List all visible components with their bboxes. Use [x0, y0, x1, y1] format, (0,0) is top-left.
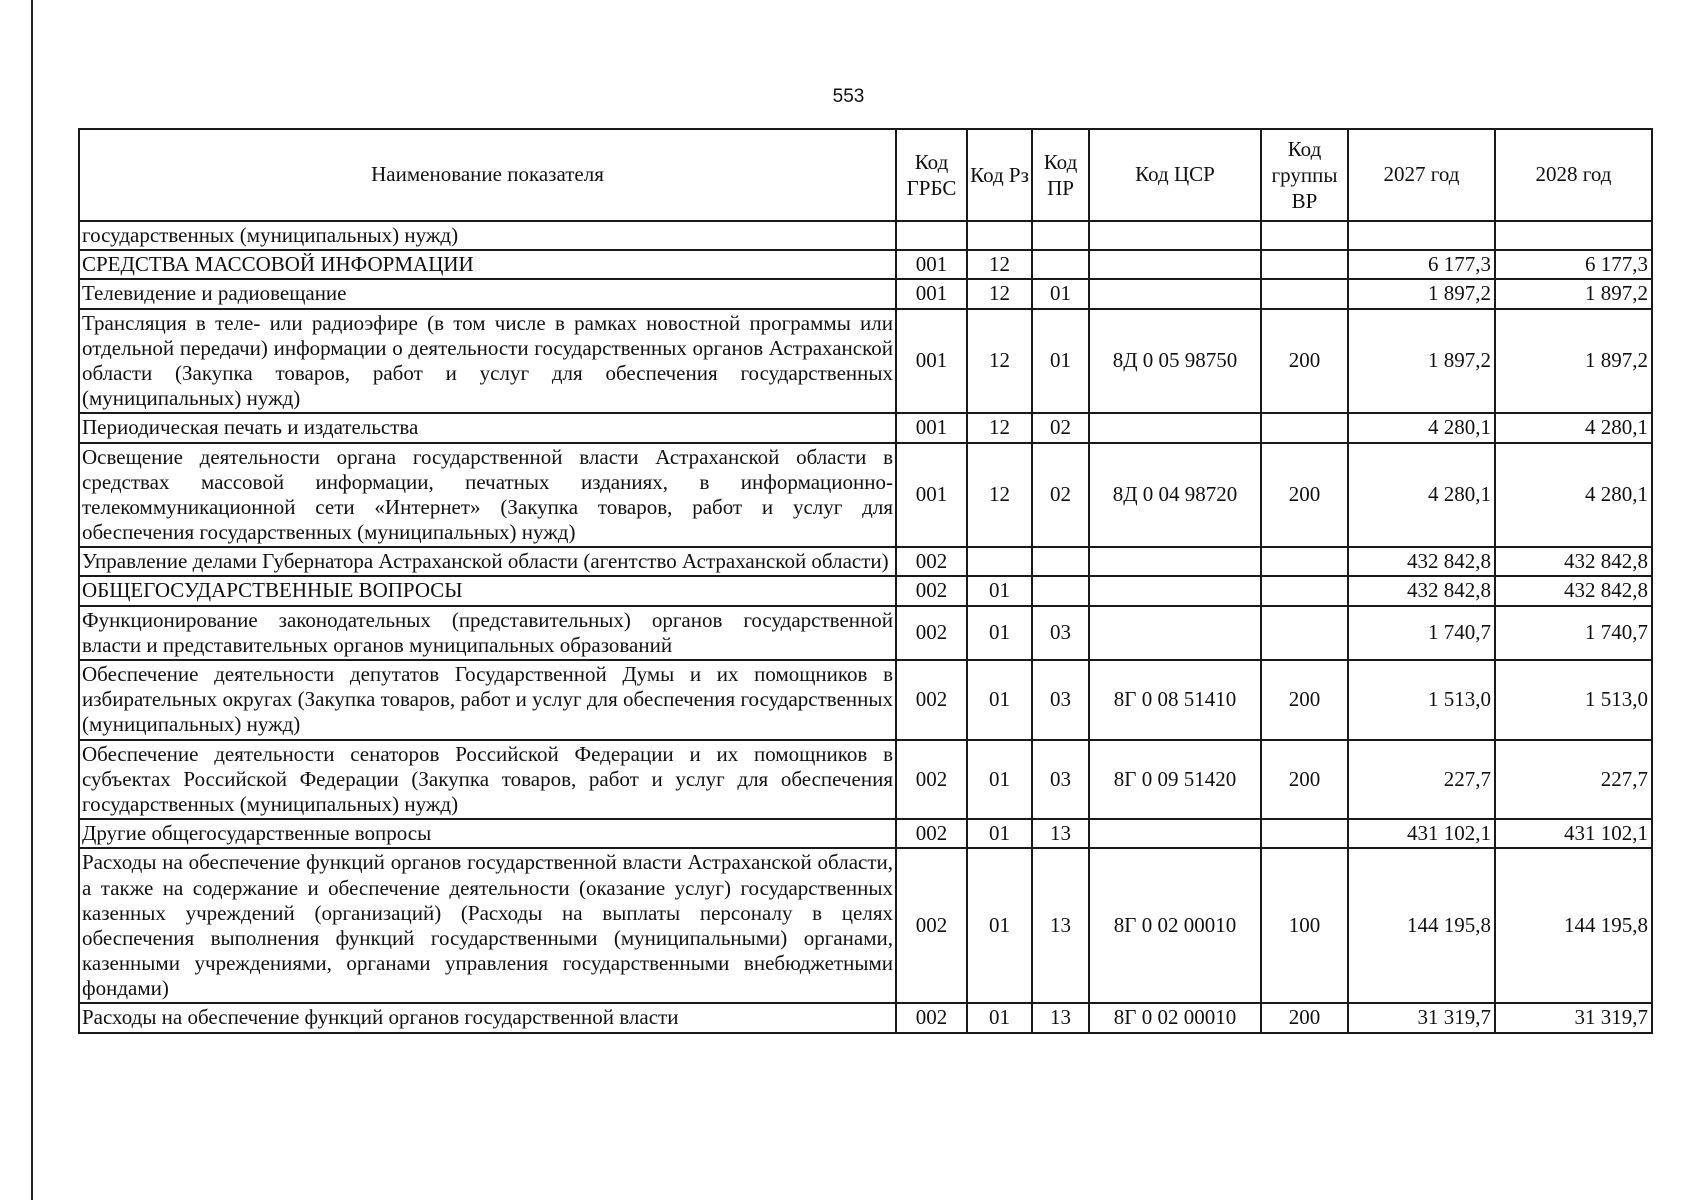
cell-rz: 12 [967, 443, 1032, 548]
cell-name: Расходы на обеспечение функций органов государственной власти Астраханской области, а также на содержание и обеспечение деятельности (оказание услуг) государственных казенных учреждений (организаций) (Расходы на выплаты персоналу в целях обеспечения выполнения функций государственными (муниципальными) органами, казенными учреждениями, органами управления государственными внебюджетными фондами) [79, 848, 896, 1003]
cell-pr: 13 [1032, 848, 1089, 1003]
cell-2027: 432 842,8 [1348, 547, 1495, 576]
cell-2027: 431 102,1 [1348, 819, 1495, 848]
cell-name: Обеспечение деятельности депутатов Государственной Думы и их помощников в избирательных округах (Закупка товаров, работ и услуг для обеспечения государственных (муниципальных) нужд) [79, 660, 896, 740]
cell-2027: 4 280,1 [1348, 413, 1495, 442]
table-body [79, 221, 1652, 1033]
cell-pr [1032, 547, 1089, 576]
cell-csr: 8Г 0 02 00010 [1089, 1003, 1261, 1032]
cell-2028: 1 740,7 [1495, 606, 1652, 660]
cell-2028: 1 513,0 [1495, 660, 1652, 740]
cell-pr: 03 [1032, 740, 1089, 820]
cell-name: Расходы на обеспечение функций органов государственной власти [79, 1003, 896, 1032]
cell-2028: 6 177,3 [1495, 250, 1652, 279]
cell-csr [1089, 576, 1261, 605]
header-2028: 2028 год [1495, 129, 1652, 221]
cell-vr: 200 [1261, 309, 1348, 414]
header-grbs: Код ГРБС [896, 129, 967, 221]
cell-grbs: 001 [896, 250, 967, 279]
cell-vr: 200 [1261, 443, 1348, 548]
cell-rz: 12 [967, 309, 1032, 414]
cell-vr [1261, 221, 1348, 250]
cell-name: ОБЩЕГОСУДАРСТВЕННЫЕ ВОПРОСЫ [79, 576, 896, 605]
cell-name: Телевидение и радиовещание [79, 279, 896, 308]
cell-grbs: 001 [896, 413, 967, 442]
cell-csr: 8Д 0 04 98720 [1089, 443, 1261, 548]
header-2027: 2027 год [1348, 129, 1495, 221]
header-name: Наименование показателя [79, 129, 896, 221]
budget-table [78, 128, 1653, 1034]
cell-2028: 431 102,1 [1495, 819, 1652, 848]
table-row [79, 250, 1652, 279]
cell-pr [1032, 250, 1089, 279]
cell-rz: 01 [967, 819, 1032, 848]
cell-vr: 200 [1261, 1003, 1348, 1032]
cell-vr [1261, 279, 1348, 308]
cell-csr [1089, 606, 1261, 660]
cell-pr [1032, 576, 1089, 605]
cell-2027 [1348, 221, 1495, 250]
cell-pr: 03 [1032, 606, 1089, 660]
cell-name: Управление делами Губернатора Астраханской области (агентство Астраханской области) [79, 547, 896, 576]
cell-vr [1261, 250, 1348, 279]
cell-vr: 200 [1261, 740, 1348, 820]
cell-name: Обеспечение деятельности сенаторов Российской Федерации и их помощников в субъектах Российской Федерации (Закупка товаров, работ и услуг для обеспечения государственных (муниципальных) нужд) [79, 740, 896, 820]
cell-2028: 4 280,1 [1495, 443, 1652, 548]
cell-grbs: 002 [896, 740, 967, 820]
cell-2028: 4 280,1 [1495, 413, 1652, 442]
cell-grbs: 002 [896, 819, 967, 848]
table-row [79, 576, 1652, 605]
cell-grbs: 002 [896, 547, 967, 576]
cell-name: Освещение деятельности органа государственной власти Астраханской области в средствах массовой информации, печатных изданиях, в информационно-телекоммуникационной сети «Интернет» (Закупка товаров, работ и услуг для обеспечения государственных (муниципальных) нужд) [79, 443, 896, 548]
cell-pr: 01 [1032, 309, 1089, 414]
table-row [79, 740, 1652, 820]
cell-2027: 1 897,2 [1348, 309, 1495, 414]
cell-name: СРЕДСТВА МАССОВОЙ ИНФОРМАЦИИ [79, 250, 896, 279]
header-vr: Код группы ВР [1261, 129, 1348, 221]
table-row [79, 819, 1652, 848]
cell-2028: 432 842,8 [1495, 547, 1652, 576]
cell-grbs: 001 [896, 309, 967, 414]
cell-pr: 13 [1032, 819, 1089, 848]
cell-grbs: 002 [896, 848, 967, 1003]
cell-grbs: 002 [896, 1003, 967, 1032]
cell-vr [1261, 547, 1348, 576]
cell-2028: 144 195,8 [1495, 848, 1652, 1003]
cell-csr: 8Г 0 09 51420 [1089, 740, 1261, 820]
cell-name: Функционирование законодательных (представительных) органов государственной власти и представительных органов муниципальных образований [79, 606, 896, 660]
cell-csr [1089, 547, 1261, 576]
cell-name: государственных (муниципальных) нужд) [79, 221, 896, 250]
table-row [79, 606, 1652, 660]
cell-grbs: 002 [896, 606, 967, 660]
cell-rz: 12 [967, 413, 1032, 442]
cell-rz: 12 [967, 279, 1032, 308]
cell-csr [1089, 250, 1261, 279]
cell-2027: 1 897,2 [1348, 279, 1495, 308]
cell-2027: 1 513,0 [1348, 660, 1495, 740]
cell-csr [1089, 221, 1261, 250]
cell-rz [967, 221, 1032, 250]
cell-csr: 8Д 0 05 98750 [1089, 309, 1261, 414]
cell-2027: 432 842,8 [1348, 576, 1495, 605]
cell-2028: 1 897,2 [1495, 279, 1652, 308]
cell-rz: 01 [967, 576, 1032, 605]
table-row [79, 848, 1652, 1003]
cell-2028 [1495, 221, 1652, 250]
cell-rz: 01 [967, 848, 1032, 1003]
cell-pr: 02 [1032, 443, 1089, 548]
cell-rz: 12 [967, 250, 1032, 279]
table-header-row [79, 129, 1652, 221]
cell-rz: 01 [967, 606, 1032, 660]
cell-grbs: 001 [896, 443, 967, 548]
cell-2028: 432 842,8 [1495, 576, 1652, 605]
table-row [79, 547, 1652, 576]
table-row [79, 1003, 1652, 1032]
cell-2028: 31 319,7 [1495, 1003, 1652, 1032]
cell-pr: 02 [1032, 413, 1089, 442]
cell-pr: 01 [1032, 279, 1089, 308]
cell-2027: 144 195,8 [1348, 848, 1495, 1003]
cell-rz [967, 547, 1032, 576]
cell-name: Другие общегосударственные вопросы [79, 819, 896, 848]
cell-pr [1032, 221, 1089, 250]
header-pr: Код ПР [1032, 129, 1089, 221]
table-row [79, 443, 1652, 548]
table-row [79, 413, 1652, 442]
cell-csr: 8Г 0 08 51410 [1089, 660, 1261, 740]
cell-rz: 01 [967, 1003, 1032, 1032]
cell-pr: 13 [1032, 1003, 1089, 1032]
cell-2027: 4 280,1 [1348, 443, 1495, 548]
cell-2028: 227,7 [1495, 740, 1652, 820]
cell-name: Периодическая печать и издательства [79, 413, 896, 442]
left-margin-line [31, 0, 33, 1200]
table-row [79, 279, 1652, 308]
cell-grbs: 002 [896, 660, 967, 740]
cell-csr [1089, 413, 1261, 442]
cell-name: Трансляция в теле- или радиоэфире (в том числе в рамках новостной программы или отдельной передачи) информации о деятельности государственных органов Астраханской области (Закупка товаров, работ и услуг для обеспечения государственных (муниципальных) нужд) [79, 309, 896, 414]
header-csr: Код ЦСР [1089, 129, 1261, 221]
cell-rz: 01 [967, 740, 1032, 820]
cell-csr [1089, 279, 1261, 308]
page-number: 553 [832, 86, 865, 107]
cell-2027: 227,7 [1348, 740, 1495, 820]
cell-2027: 6 177,3 [1348, 250, 1495, 279]
table-row [79, 221, 1652, 250]
cell-2027: 31 319,7 [1348, 1003, 1495, 1032]
header-rz: Код Рз [967, 129, 1032, 221]
cell-vr: 100 [1261, 848, 1348, 1003]
table-row [79, 309, 1652, 414]
cell-csr [1089, 819, 1261, 848]
cell-csr: 8Г 0 02 00010 [1089, 848, 1261, 1003]
cell-2028: 1 897,2 [1495, 309, 1652, 414]
cell-rz: 01 [967, 660, 1032, 740]
cell-grbs: 001 [896, 279, 967, 308]
cell-grbs: 002 [896, 576, 967, 605]
cell-vr [1261, 576, 1348, 605]
cell-pr: 03 [1032, 660, 1089, 740]
table-row [79, 660, 1652, 740]
cell-vr [1261, 413, 1348, 442]
cell-vr [1261, 819, 1348, 848]
cell-vr: 200 [1261, 660, 1348, 740]
cell-grbs [896, 221, 967, 250]
cell-vr [1261, 606, 1348, 660]
cell-2027: 1 740,7 [1348, 606, 1495, 660]
